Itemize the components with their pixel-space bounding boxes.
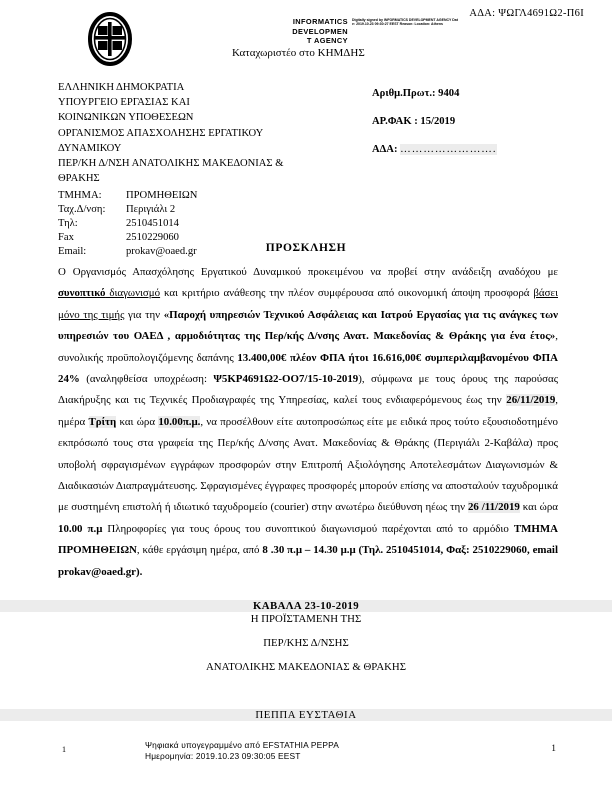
ada-reference-top: ΑΔΑ: ΨΩΓΛ4691Ω2-Π6Ι: [469, 8, 584, 19]
contact-label: Fax: [58, 232, 74, 244]
contact-value: 2510451014: [126, 218, 179, 230]
vat-note: συμπεριλαμβανομένου ΦΠΑ 24%: [58, 351, 559, 386]
file-number-value: 15/2019: [420, 116, 456, 127]
emphasis-summary-tender: συνοπτικό: [58, 287, 106, 300]
body-text: και κριτήριο ανάθεσης την πλέον συμφέρουσα από οικονομική άποψη προσφορά: [160, 287, 534, 300]
body-text: και ώρα: [519, 501, 558, 514]
body-text: , κάθε εργάσιμη ημέρα, από: [136, 544, 263, 557]
contact-label: Email:: [58, 246, 87, 258]
authority-line: ΕΛΛΗΝΙΚΗ ΔΗΜΟΚΡΑΤΙΑ: [58, 82, 185, 93]
authority-line: ΘΡΑΚΗΣ: [58, 173, 100, 185]
document-title: ΠΡΟΣΚΛΗΣΗ: [265, 242, 347, 254]
hellenic-republic-coat-of-arms-icon: [82, 8, 138, 70]
signatory-role-line-2: ΠΕΡ/ΚΗΣ Δ/ΝΣΗΣ: [263, 637, 349, 649]
ada-label: ΑΔΑ:: [372, 144, 398, 155]
contact-value: Περιγιάλι 2: [126, 204, 176, 216]
signatory-role-line-3: ΑΝΑΤΟΛΙΚΗΣ ΜΑΚΕΔΟΝΙΑΣ & ΘΡΑΚΗΣ: [206, 661, 406, 673]
mail-deadline-date: 26 /11/2019: [467, 501, 520, 514]
contact-label: Τηλ:: [58, 218, 78, 230]
authority-line: ΚΟΙΝΩΝΙΚΩΝ ΥΠΟΘΕΣΕΩΝ: [58, 112, 194, 124]
protocol-number-row: [372, 88, 572, 99]
authority-line: ΥΠΟΥΡΓΕΙΟ ΕΡΓΑΣΙΑΣ ΚΑΙ: [58, 97, 190, 109]
footer-signature-signer: Ψηφιακά υπογεγραμμένο από EFSTATHIA PEPPA: [145, 739, 339, 750]
contact-email-value: prokav@oaed.gr: [126, 246, 197, 258]
signatory-role-line-1: Η ΠΡΟΪΣΤΑΜΕΝΗ ΤΗΣ: [250, 613, 362, 625]
document-header: [58, 80, 572, 259]
body-text: πλέον ΦΠΑ ήτοι: [286, 351, 373, 364]
document-body-text: [58, 262, 558, 583]
contact-value: ΠΡΟΜΗΘΕΙΩΝ: [126, 190, 198, 202]
body-text: Ο Οργανισμός Απασχόλησης Εργατικού Δυναμικού προκειμένου να προβεί στην ανάδειξη αναδόχου με: [58, 266, 558, 278]
submission-deadline-day: Τρίτη: [88, 415, 117, 428]
signatory-name: ΠΕΠΠΑ ΕΥΣΤΑΘΙΑ: [0, 709, 612, 721]
ada-placeholder-row: [372, 144, 572, 155]
ida-stamp-detail-text: Digitally signed by INFORMATICS DEVELOPMENT AGENCY Date: 2019.10.23 09:30:27 EEST Reason: Location: Athens: [352, 17, 458, 26]
body-text: ), σύμφωνα με τους όρους της παρούσας Διακήρυξης και τις Τεχνικές Προδιαγραφές της Υπηρεσίας, καλεί τους ενδιαφερόμενους έως την: [58, 373, 559, 407]
kimdis-registration-note: Καταχωριστέο στο ΚΗΜΔΗΣ: [232, 47, 365, 59]
ida-stamp-agency-name: INFORMATICS DEVELOPMEN T AGENCY: [292, 17, 348, 46]
emphasis-tender-word: διαγωνισμό: [105, 287, 161, 300]
contact-value: 2510229060: [126, 232, 179, 244]
page-number-right: 1: [551, 744, 556, 754]
contact-label: Ταχ.Δ/νση:: [58, 204, 106, 216]
budget-amount-net: 13.400,00€: [237, 351, 287, 364]
body-text: για την: [124, 308, 164, 321]
authority-line: ΟΡΓΑΝΙΣΜΟΣ ΑΠΑΣΧΟΛΗΣΗΣ ΕΡΓΑΤΙΚΟΥ: [58, 127, 264, 139]
submission-deadline-date: 26/11/2019: [506, 394, 556, 407]
footer-signature-timestamp: Ημερομηνία: 2019.10.23 09:30:05 EEST: [145, 750, 301, 761]
footer-digital-signature: [145, 740, 339, 762]
page-number-left: 1: [62, 745, 66, 754]
place-and-date: ΚΑΒΑΛΑ 23-10-2019: [0, 600, 612, 612]
protocol-number-label: Αριθμ.Πρωτ.:: [372, 88, 436, 99]
file-number-label: ΑΡ.ΦΑΚ :: [372, 116, 418, 127]
mail-deadline-time: 10.00 π.μ: [58, 522, 103, 535]
body-text: , να προσέλθουν είτε αυτοπροσώπως είτε με ειδικά προς τούτο εξουσιοδοτημένο εκπρόσωπό τους στα γραφεία της Περ/κής Δ/νσης Ανατ. Μακεδονίας & Θράκης (Περιγιάλι 2-Καβάλα) προς υποβολή σφραγισμένων εγγράφων προσφορών στην Επιτροπή Αξιολόγησης Αποτελεσμάτων Διαγωνισμών & Διαδικασιών Διαπραγμάτευσης. Σφραγισμένες έγγραφες προσφορές μπορούν επίσης να αποσταλούν ταχυδρομικά με συστημένη επιστολή ή ιδιωτικό ταχυδρομείο (courier) στην ανωτέρω διεύθυνση ηέως την: [58, 415, 558, 514]
budget-amount-gross: 16.616,00€: [372, 351, 422, 364]
body-text: και ώρα: [116, 415, 159, 428]
commitment-ada-code: Ψ5ΚΡ4691Ω2-ΟΟ7/15-10-2019: [213, 373, 359, 386]
body-text: , συνολικής προϋπολογιζόμενης δαπάνης: [58, 330, 558, 364]
file-number-row: [372, 116, 572, 127]
ada-placeholder-value: …………………….: [400, 144, 497, 155]
body-text: (αναληφθείσα υποχρέωση:: [79, 373, 214, 386]
protocol-number-value: 9404: [438, 88, 460, 99]
body-text: Πληροφορίες για τους όρους του συνοπτικού διαγωνισμού παρέχονται από το αρμόδιο: [102, 522, 514, 535]
contact-row: [58, 203, 338, 217]
reference-numbers-block: [372, 80, 572, 172]
office-hours-and-contact: 8 .30 π.μ – 14.30 μ.μ (Τηλ. 2510451014, Φαξ: 2510229060, email prokav@oaed.gr).: [58, 544, 558, 578]
authority-line: ΔΥΝΑΜΙΚΟΥ: [58, 142, 122, 154]
submission-deadline-time: 10.00π.μ.: [158, 415, 201, 428]
body-text: , ημέρα: [58, 394, 558, 428]
authority-line: ΠΕΡ/ΚΗ Δ/ΝΣΗ ΑΝΑΤΟΛΙΚΗΣ ΜΑΚΕΔΟΝΙΑΣ &: [58, 158, 284, 170]
contract-subject: «Παροχή υπηρεσιών Τεχνικού Ασφάλειας και Ιατρού Εργασίας για τις ανάγκες των υπηρεσιών του ΟΑΕΔ , αρμοδιότητας της Περ/κής Δ/νσης Ανατ. Μακεδονίας & Θράκης για ένα έτος»: [58, 308, 558, 343]
contact-row: [58, 217, 338, 231]
responsible-department: ΤΜΗΜΑ ΠΡΟΜΗΘΕΙΩΝ: [58, 522, 559, 557]
contact-label: ΤΜΗΜΑ:: [58, 190, 102, 202]
contact-row: [58, 189, 338, 203]
signature-block: [0, 600, 612, 721]
emphasis-price-criterion: βάσει μόνο της τιμής: [58, 287, 558, 321]
issuing-authority-block: [58, 80, 338, 259]
